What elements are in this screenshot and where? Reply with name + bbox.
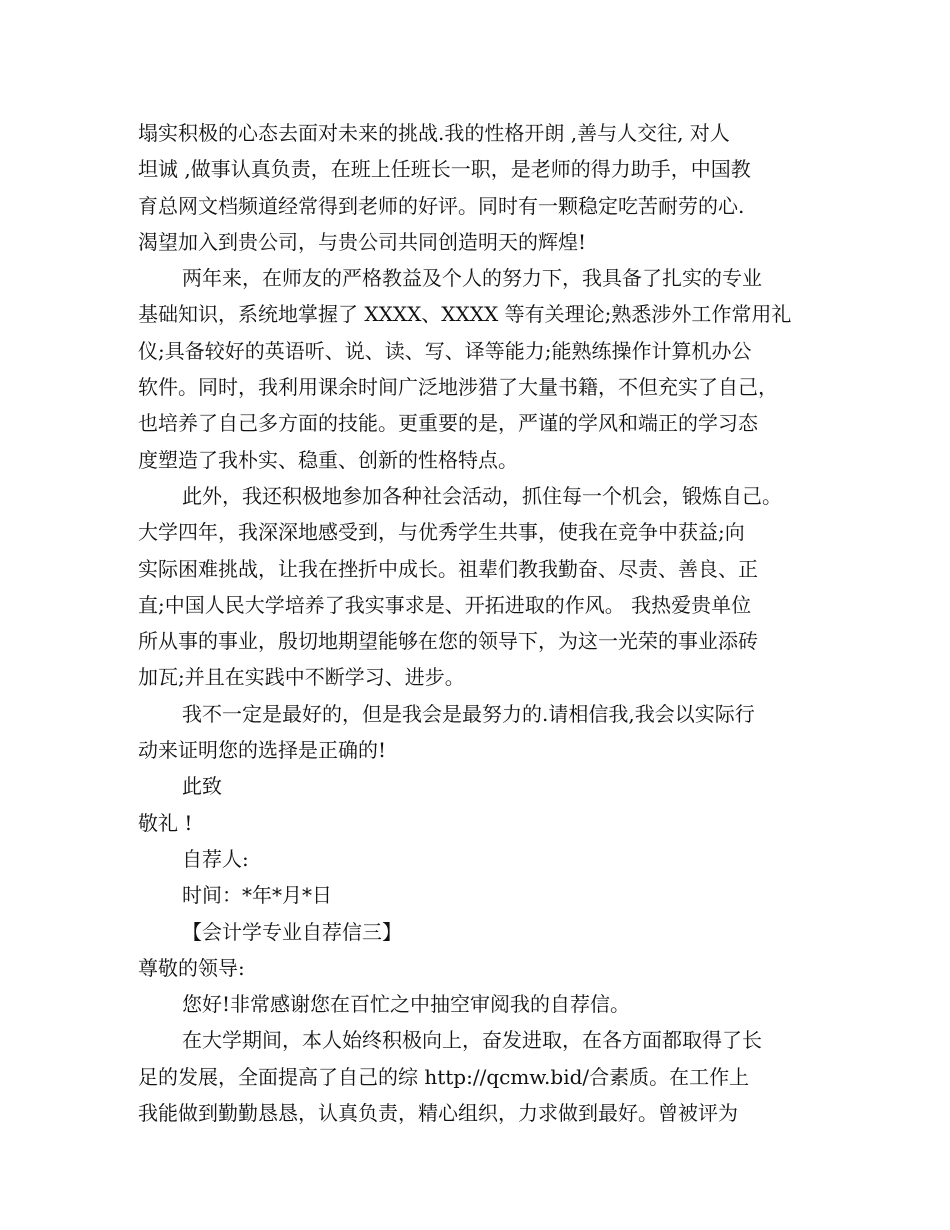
text-line: 【会计学专业自荐信三】 xyxy=(182,919,402,944)
text-line: 敬礼 ! xyxy=(138,810,193,835)
text-line: 度塑造了我朴实、稳重、创新的性格特点。 xyxy=(138,447,518,472)
text-line: 渴望加入到贵公司，与贵公司共同创造明天的辉煌! xyxy=(138,229,587,254)
text-line: 自荐人: xyxy=(182,846,249,871)
text-line: 所从事的事业，殷切地期望能够在您的领导下，为这一光荣的事业添砖 xyxy=(138,629,758,654)
text-line: 加瓦;并且在实践中不断学习、进步。 xyxy=(138,665,465,690)
document-body xyxy=(138,115,828,1131)
text-line: 塌实积极的心态去面对未来的挑战.我的性格开朗 ,善与人交往, 对人 xyxy=(138,121,730,145)
text-line: 您好!非常感谢您在百忙之中抽空审阅我的自荐信。 xyxy=(182,992,631,1017)
text-line: 也培养了自己多方面的技能。更重要的是，严谨的学风和端正的学习态 xyxy=(138,411,758,436)
text-line: 两年来，在师友的严格教益及个人的努力下，我具备了扎实的专业 xyxy=(182,266,762,291)
text-line: 此外，我还积极地参加各种社会活动，抓住每一个机会，锻炼自己。 xyxy=(182,483,782,508)
text-line: 在大学期间，本人始终积极向上，奋发进取，在各方面都取得了长 xyxy=(182,1028,762,1053)
text-line: 足的发展，全面提高了自己的综 http://qcmw.bid/合素质。在工作上 xyxy=(138,1064,750,1089)
text-line: 尊敬的领导: xyxy=(138,955,245,980)
text-line: 动来证明您的选择是正确的! xyxy=(138,738,387,763)
text-line: 大学四年，我深深地感受到，与优秀学生共事，使我在竞争中获益;向 xyxy=(138,520,745,545)
text-line: 软件。同时，我利用课余时间广泛地涉猎了大量书籍，不但充实了自己， xyxy=(138,375,778,400)
text-line: 我能做到勤勤恳恳，认真负责，精心组织，力求做到最好。曾被评为 xyxy=(138,1101,738,1126)
text-line: 时间：*年*月*日 xyxy=(182,883,332,908)
text-line: 此致 xyxy=(182,774,222,799)
text-line: 直;中国人民大学培养了我实事求是、开拓进取的作风。 我热爱贵单位 xyxy=(138,592,752,617)
text-line: 育总网文档频道经常得到老师的好评。同时有一颗稳定吃苦耐劳的心. xyxy=(138,193,745,218)
text-line: 坦诚 ,做事认真负责，在班上任班长一职，是老师的得力助手，中国教 xyxy=(138,157,751,182)
text-line: 基础知识，系统地掌握了 XXXX、XXXX 等有关理论;熟悉涉外工作常用礼 xyxy=(138,302,792,327)
text-line: 仪;具备较好的英语听、说、读、写、译等能力;能熟练操作计算机办公 xyxy=(138,338,752,363)
text-line: 实际困难挑战，让我在挫折中成长。祖辈们教我勤奋、尽责、善良、正 xyxy=(138,556,758,581)
text-line: 我不一定是最好的，但是我会是最努力的.请相信我,我会以实际行 xyxy=(182,701,755,726)
